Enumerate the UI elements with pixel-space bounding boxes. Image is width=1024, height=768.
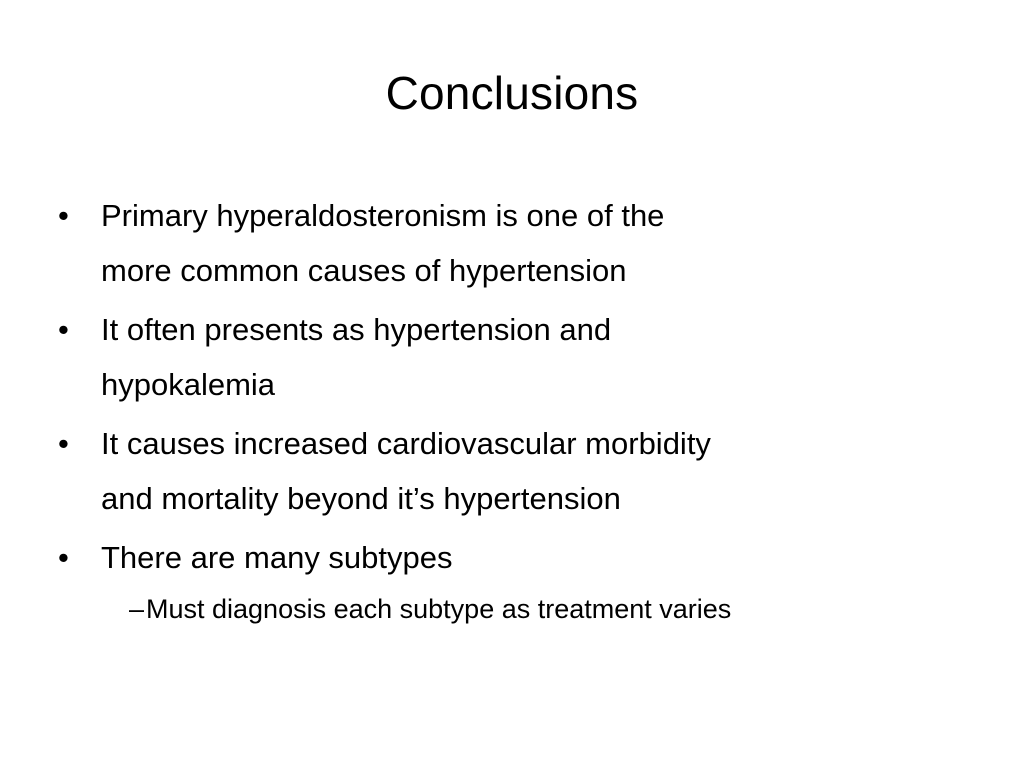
bullet-text-line: Primary hyperaldosteronism is one of the [101,198,665,233]
bullet-text-line: more common causes of hypertension [101,253,627,288]
sub-bullet-marker: – [129,594,145,624]
sub-bullet-item [129,585,978,633]
bullet-list [58,188,978,633]
bullet-text-line: There are many subtypes [101,540,453,575]
bullet-item [58,416,978,526]
bullet-item [58,302,978,412]
bullet-marker: • [58,540,69,575]
bullet-text-line: It often presents as hypertension and [101,312,612,347]
bullet-marker: • [58,426,69,461]
bullet-marker: • [58,198,69,233]
slide-title: Conclusions [385,67,639,119]
bullet-text-line: and mortality beyond it’s hypertension [101,481,621,516]
bullet-item [58,188,978,298]
bullet-item [58,530,978,585]
bullet-marker: • [58,312,69,347]
bullet-text-line: It causes increased cardiovascular morbidity [101,426,711,461]
sub-bullet-text: Must diagnosis each subtype as treatment varies [146,594,732,624]
bullet-text-line: hypokalemia [101,367,276,402]
